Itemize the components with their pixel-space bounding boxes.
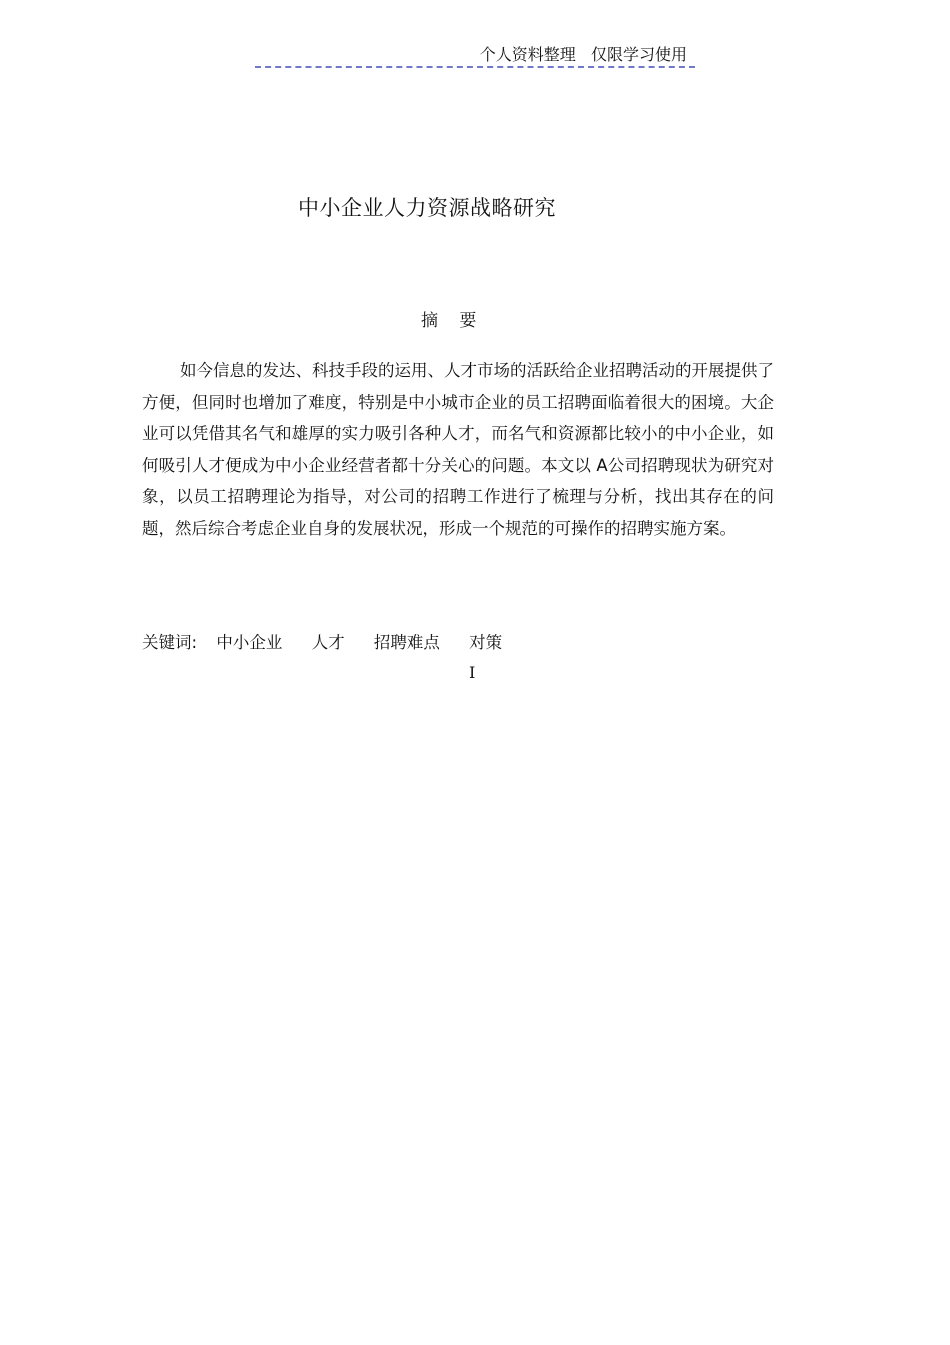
keyword-item: 招聘难点 [373, 633, 440, 652]
page-header [255, 40, 695, 68]
keyword-item: 对策 [469, 633, 503, 652]
header-text: 个人资料整理 仅限学习使用 [479, 45, 687, 64]
keywords-line [142, 629, 526, 653]
page-number: I [469, 663, 476, 682]
keyword-item: 中小企业 [216, 633, 283, 652]
keywords-label: 关键词: [142, 633, 198, 652]
abstract-heading: 摘 要 [421, 311, 485, 331]
abstract-body: 如今信息的发达、科技手段的运用、人才市场的活跃给企业招聘活动的开展提供了方便，但同时也增加了难度，特别是中小城市企业的员工招聘面临着很大的困境。大企业可以凭借其名气和雄厚的实力吸引各种人才，而名气和资源都比较小的中小企业，如何吸引人才便成为中小企业经营者都十分关心的问题。本文以 A公司招聘现状为研究对象，以员工招聘理论为指导，对公司的招聘工作进行了梳理与分析，找出其存在的问题，然后综合考虑企业自身的发展状况，形成一个规范的可操作的招聘实施方案。 [142, 361, 774, 538]
keyword-item: 人才 [311, 633, 345, 652]
document-title: 中小企业人力资源战略研究 [298, 196, 556, 220]
